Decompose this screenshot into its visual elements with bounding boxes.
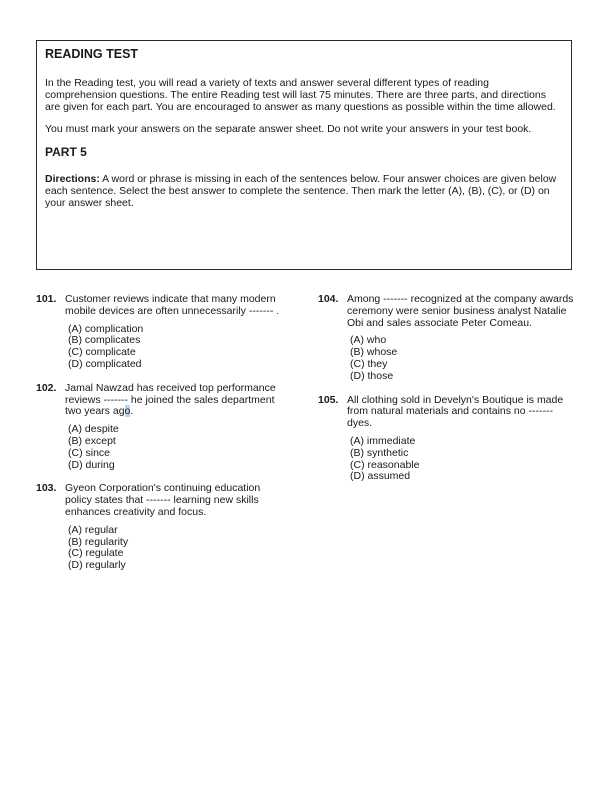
question-text: Among ------- recognized at the company awards ceremony were senior business analyst Natalie Obi and sales associate Peter Comeau. [347,293,574,329]
intro-paragraph: In the Reading test, you will read a variety of texts and answer several different types of reading comprehension questions. The entire Reading test will last 75 minutes. There are three parts, and directions are given for each part. You are encouraged to answer as many questions as possible within the time allowed. [45,77,556,113]
question-104 [318,294,576,383]
test-title: READING TEST [45,47,139,61]
part-heading: PART 5 [45,145,87,159]
question-number: 105. [318,393,339,406]
option-c: (C) complicate [68,346,136,359]
option-b: (B) except [68,434,116,447]
directions-paragraph [45,173,563,209]
option-d: (D) complicated [68,357,142,370]
option-c: (C) reasonable [350,458,420,471]
question-text [65,383,286,418]
question-text-end: . [130,405,134,418]
option-a: (A) despite [68,423,119,436]
question-number: 104. [318,293,339,305]
option-a: (A) complication [68,322,144,335]
directions-label: Directions: [45,173,100,185]
option-b: (B) synthetic [350,446,409,459]
option-c: (C) they [350,357,388,370]
question-text-part: Jamal Nawzad has received top performance reviews ------- he joined the sales department two years ag [65,381,276,418]
option-a: (A) regular [68,523,118,536]
question-text: All clothing sold in Develyn's Boutique is made from natural materials and contains no ------- dyes. [347,393,564,430]
option-d: (D) regularly [68,559,126,572]
questions-left-column [36,294,286,584]
option-d: (D) those [350,369,394,382]
option-a: (A) immediate [350,434,416,447]
questions-right-column [318,294,576,495]
question-102 [36,383,286,472]
option-b: (B) whose [350,346,398,359]
option-b: (B) regularity [68,535,129,548]
question-text: Gyeon Corporation's continuing education policy states that ------- learning new skills enhances creativity and focus. [65,482,261,518]
option-b: (B) complicates [68,334,141,347]
directions-text: A word or phrase is missing in each of the sentences below. Four answer choices are given below each sentence. Select the best answer to complete the sentence. Then mark the letter (A), (B), (C), or (D) on your answer sheet. [45,173,557,209]
question-105 [318,395,576,484]
question-103 [36,483,286,572]
option-c: (C) regulate [68,547,124,560]
question-101 [36,294,286,371]
option-d: (D) assumed [350,470,411,483]
answer-sheet-instruction: You must mark your answers on the separate answer sheet. Do not write your answers in your test book. [45,123,532,135]
option-c: (C) since [68,446,111,459]
option-d: (D) during [68,458,115,471]
question-number: 102. [36,381,57,394]
question-text: Customer reviews indicate that many modern mobile devices are often unnecessarily ------- . [65,293,280,317]
question-number: 103. [36,482,57,495]
question-number: 101. [36,293,57,305]
instructions-box [36,40,572,270]
text-selection: o [124,405,131,418]
option-a: (A) who [350,334,387,347]
